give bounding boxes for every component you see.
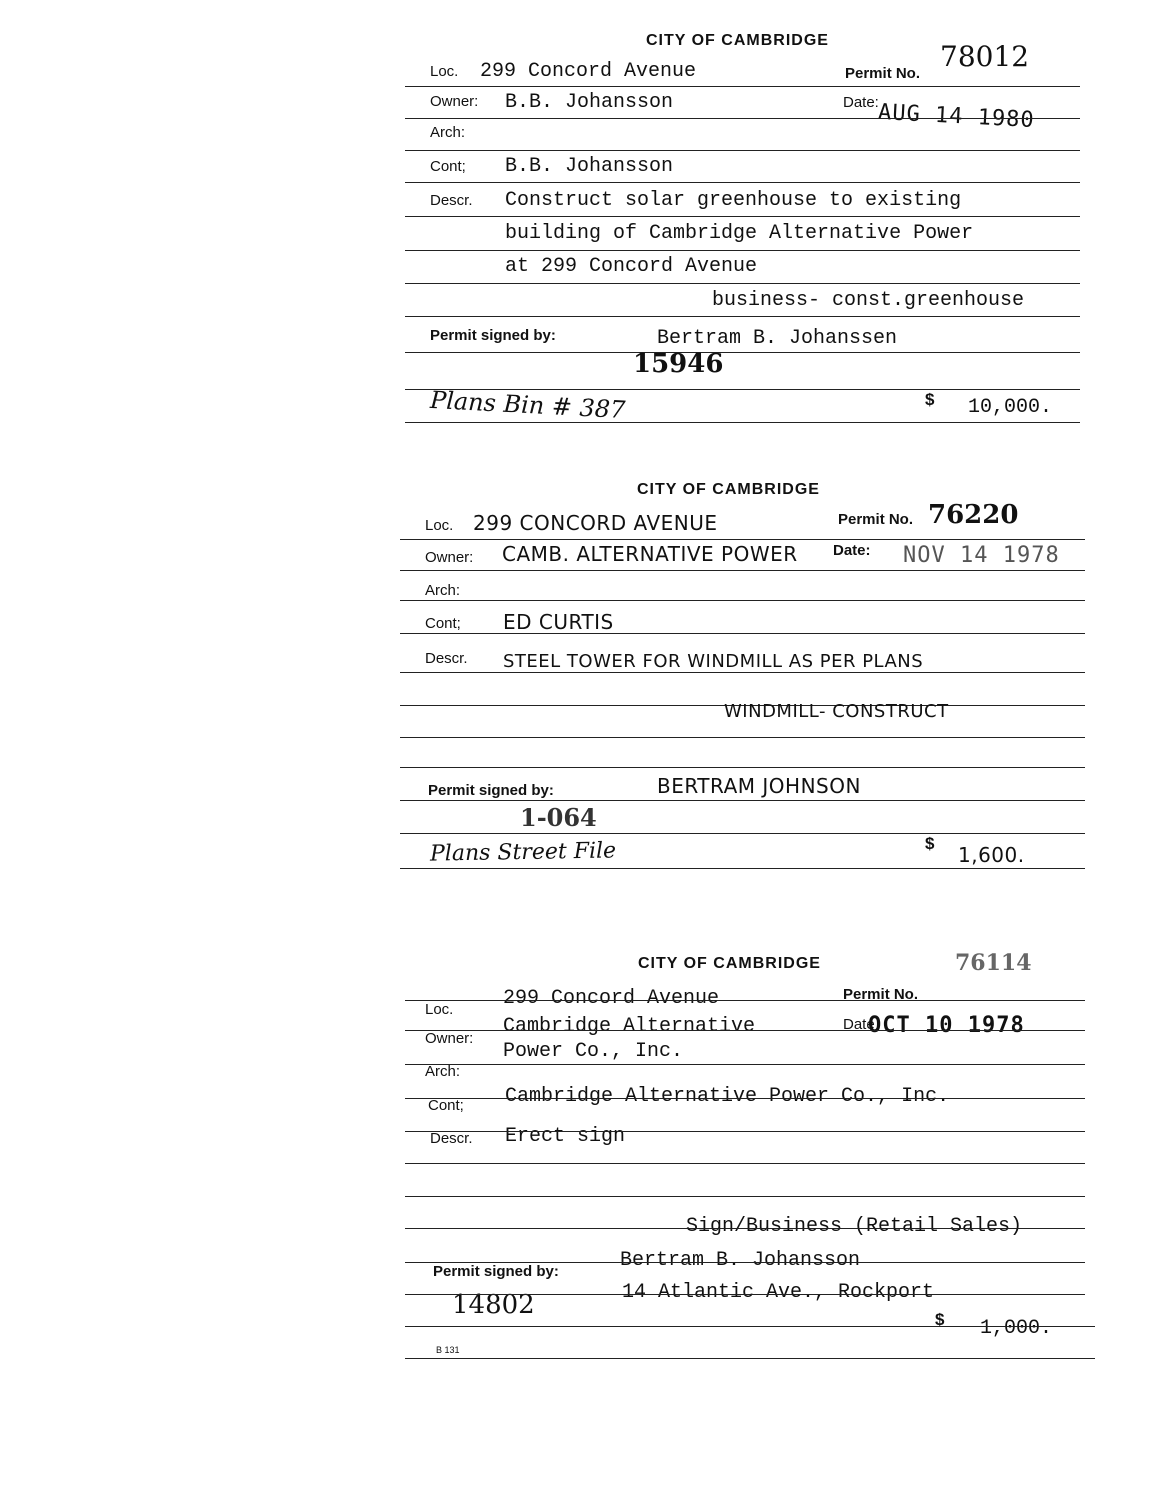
fee-amount: 1,000. — [980, 1317, 1053, 1340]
descr-line: at 299 Concord Avenue — [505, 255, 758, 278]
rule — [405, 1228, 1085, 1229]
owner-label: Owner: — [425, 1030, 474, 1047]
descr-line: Erect sign — [505, 1125, 626, 1148]
rule — [400, 767, 1085, 768]
rule — [405, 182, 1080, 183]
location-value: 299 Concord Avenue — [503, 987, 720, 1010]
cont-label: Cont; — [430, 158, 466, 175]
permit-no-label: Permit No. — [838, 511, 914, 528]
category: WINDMILL- CONSTRUCT — [724, 701, 949, 722]
cont-label: Cont; — [425, 615, 461, 632]
rule — [400, 570, 1085, 571]
date-label: Date: — [833, 542, 871, 559]
rule — [400, 539, 1085, 540]
stamp-number: 15946 — [633, 349, 724, 379]
card-header: CITY OF CAMBRIDGE — [638, 955, 821, 972]
rule — [400, 672, 1085, 673]
rule — [405, 1163, 1085, 1164]
permit-number: 76114 — [955, 950, 1032, 976]
rule — [405, 283, 1080, 284]
owner-label: Owner: — [425, 549, 474, 566]
contractor-value: B.B. Johansson — [505, 155, 674, 178]
signed-by-value: Bertram B. Johanssen — [657, 327, 898, 350]
stamp-number: 14802 — [452, 1290, 535, 1320]
rule — [405, 1326, 1095, 1327]
signed-by-value: BERTRAM JOHNSON — [657, 774, 861, 798]
contractor-value: ED CURTIS — [503, 610, 614, 634]
date-label: Date: — [843, 94, 879, 111]
permit-no-label: Permit No. — [845, 65, 921, 82]
rule — [400, 833, 1085, 834]
category: business- const.greenhouse — [712, 289, 1025, 312]
rule — [400, 800, 1085, 801]
signed-by-address: 14 Atlantic Ave., Rockport — [622, 1281, 935, 1304]
rule — [405, 86, 1080, 87]
handwritten-note: Plans Bin # 387 — [429, 385, 627, 425]
owner-value: Power Co., Inc. — [503, 1040, 684, 1063]
permit-no-label: Permit No. — [843, 986, 919, 1003]
owner-label: Owner: — [430, 93, 479, 110]
card-header: CITY OF CAMBRIDGE — [637, 481, 820, 498]
contractor-value: Cambridge Alternative Power Co., Inc. — [505, 1085, 950, 1108]
rule — [400, 633, 1085, 634]
rule — [405, 422, 1080, 423]
permit-number: 76220 — [928, 500, 1019, 530]
date-stamp: AUG 14 1980 — [877, 99, 1036, 134]
rule — [400, 737, 1085, 738]
rule — [405, 118, 1080, 119]
loc-label: Loc. — [430, 63, 459, 80]
location-value: 299 CONCORD AVENUE — [473, 511, 718, 535]
arch-label: Arch: — [425, 582, 461, 599]
signed-by-label: Permit signed by: — [428, 782, 554, 799]
signed-by-value: Bertram B. Johansson — [620, 1249, 861, 1272]
rule — [405, 1262, 1085, 1263]
rule — [405, 1000, 1085, 1001]
fee-amount: 1,600. — [958, 843, 1025, 867]
rule — [400, 600, 1085, 601]
date-stamp: NOV 14 1978 — [903, 543, 1060, 568]
rule — [405, 1131, 1085, 1132]
stamp-number: 1-064 — [520, 803, 597, 832]
rule — [405, 1030, 1085, 1031]
arch-label: Arch: — [430, 124, 466, 141]
category: Sign/Business (Retail Sales) — [686, 1215, 1023, 1238]
rule — [405, 316, 1080, 317]
date-stamp: OCT 10 1978 — [868, 1013, 1025, 1038]
rule — [405, 250, 1080, 251]
dollar-sign: $ — [935, 1310, 945, 1329]
fee-amount: 10,000. — [968, 396, 1053, 419]
dollar-sign: $ — [925, 834, 935, 853]
rule — [405, 1196, 1085, 1197]
owner-value: B.B. Johansson — [505, 91, 674, 114]
handwritten-note: Plans Street File — [429, 838, 617, 867]
dollar-sign: $ — [925, 390, 935, 409]
signed-by-label: Permit signed by: — [430, 327, 556, 344]
owner-value: CAMB. ALTERNATIVE POWER — [502, 542, 798, 566]
rule — [405, 1358, 1095, 1359]
arch-label: Arch: — [425, 1063, 461, 1080]
owner-value: Cambridge Alternative — [503, 1015, 756, 1038]
rule — [405, 1294, 1085, 1295]
rule — [405, 150, 1080, 151]
rule — [405, 216, 1080, 217]
rule — [405, 1098, 1085, 1099]
signed-by-label: Permit signed by: — [433, 1263, 559, 1280]
rule — [400, 868, 1085, 869]
loc-label: Loc. — [425, 517, 454, 534]
permit-number: 78012 — [940, 40, 1030, 73]
loc-label: Loc. — [425, 1001, 454, 1018]
cont-label: Cont; — [428, 1097, 464, 1114]
descr-line: STEEL TOWER FOR WINDMILL AS PER PLANS — [503, 651, 924, 672]
descr-label: Descr. — [430, 1130, 473, 1147]
descr-line: building of Cambridge Alternative Power — [505, 222, 974, 245]
descr-line: Construct solar greenhouse to existing — [505, 189, 962, 212]
descr-label: Descr. — [425, 650, 468, 667]
rule — [405, 1064, 1085, 1065]
form-number: B 131 — [436, 1345, 460, 1355]
card-header: CITY OF CAMBRIDGE — [646, 32, 829, 49]
descr-label: Descr. — [430, 192, 473, 209]
date-label: Date — [843, 1016, 875, 1033]
location-value: 299 Concord Avenue — [480, 60, 697, 83]
rule — [405, 352, 1080, 353]
